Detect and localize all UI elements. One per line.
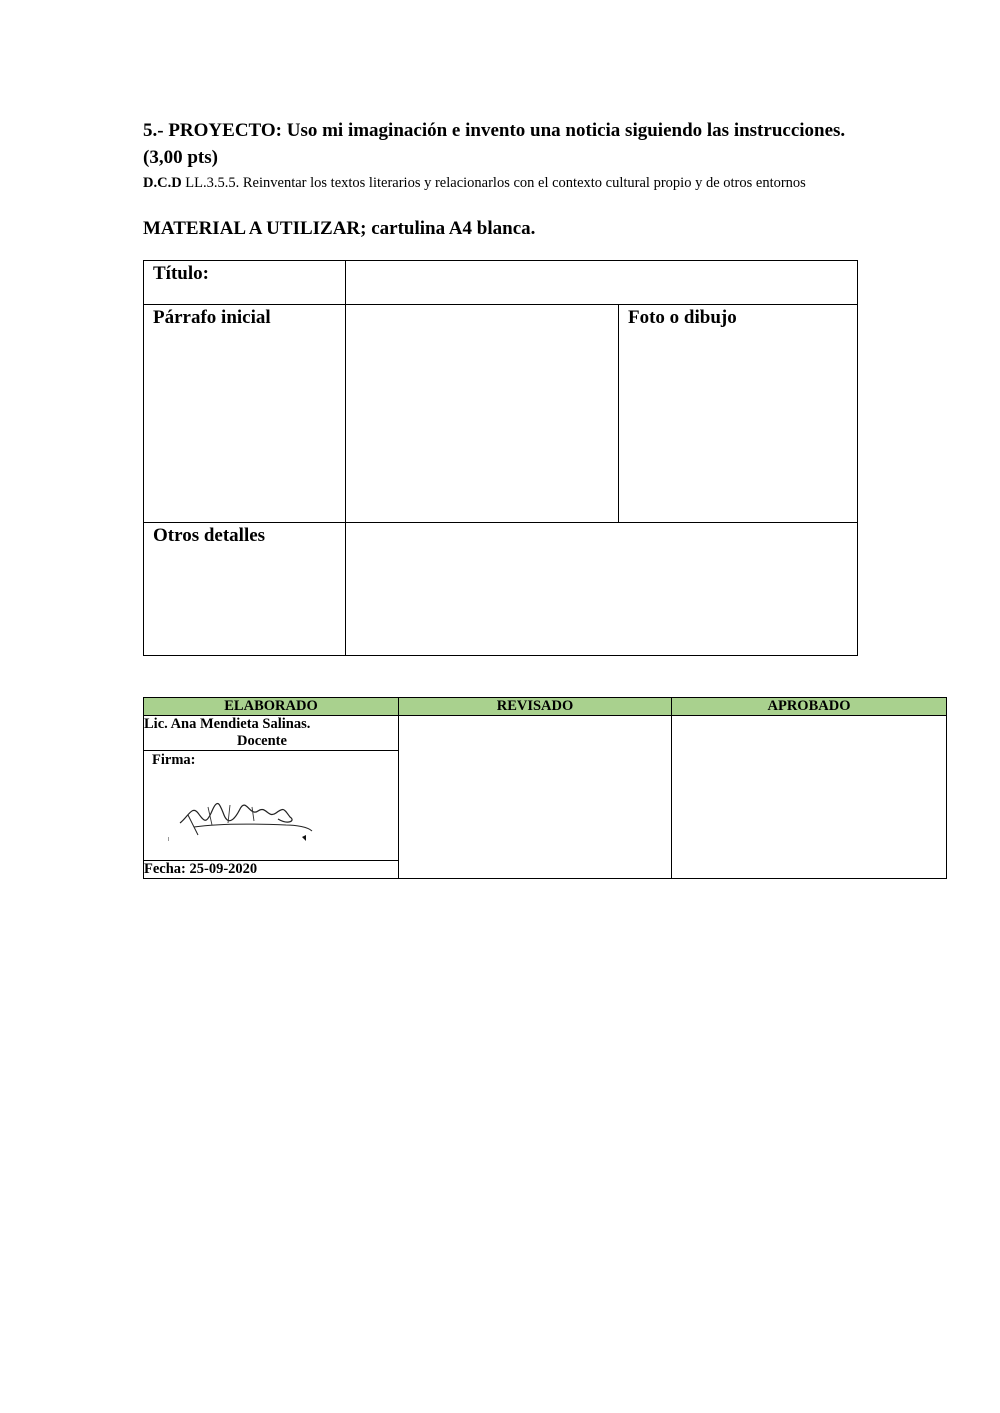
firma-cell xyxy=(144,751,399,861)
header-aprobado: APROBADO xyxy=(672,698,947,716)
author-name: Lic. Ana Mendieta Salinas. xyxy=(144,716,311,732)
titulo-label: Título: xyxy=(153,263,209,284)
author-role: Docente xyxy=(237,733,287,749)
header-elaborado: ELABORADO xyxy=(144,698,399,716)
otros-field xyxy=(346,523,858,656)
project-heading: 5.- PROYECTO: Uso mi imaginación e invento una noticia siguiendo las instrucciones. (3,00 pts) xyxy=(143,120,846,168)
material-line: MATERIAL A UTILIZAR; cartulina A4 blanca. xyxy=(143,218,536,239)
firma-label: Firma: xyxy=(152,752,196,768)
titulo-label-cell xyxy=(144,261,346,305)
parrafo-label-cell xyxy=(144,305,346,523)
parrafo-field xyxy=(346,305,619,523)
foto-label: Foto o dibujo xyxy=(628,307,737,328)
foto-cell xyxy=(619,305,858,523)
fecha-cell: Fecha: 25-09-2020 xyxy=(144,861,399,879)
signature-image xyxy=(168,795,318,843)
revisado-cell xyxy=(399,716,672,879)
approval-table xyxy=(143,697,947,879)
header-revisado: REVISADO xyxy=(399,698,672,716)
dcd-code: D.C.D xyxy=(143,175,182,191)
titulo-field xyxy=(346,261,858,305)
parrafo-label: Párrafo inicial xyxy=(153,307,271,328)
news-template-table xyxy=(143,260,858,656)
otros-label: Otros detalles xyxy=(153,525,266,546)
dcd-text: LL.3.5.5. Reinventar los textos literarios y relacionarlos con el contexto cultural propio y de otros entornos xyxy=(181,175,806,191)
dcd-paragraph xyxy=(143,173,863,193)
aprobado-cell xyxy=(672,716,947,879)
otros-label-cell xyxy=(144,523,346,656)
author-cell xyxy=(144,716,399,751)
